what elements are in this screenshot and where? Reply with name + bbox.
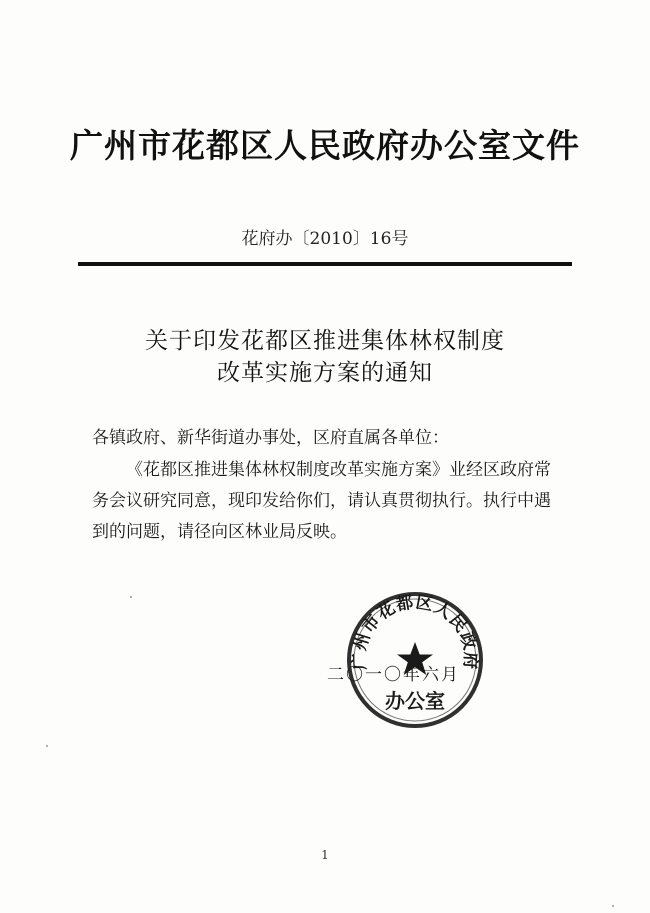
body-text (92, 455, 551, 548)
notice-title-line2: 改革实施方案的通知 (217, 360, 433, 386)
body-line: 务会议研究同意，现印发给你们，请认真贯彻执行。执行中遇 (92, 491, 551, 511)
document-number: 花府办〔2010〕16号 (241, 229, 409, 249)
addressee: 各镇政府、新华街道办事处，区府直属各单位： (92, 428, 449, 448)
star-icon (397, 642, 433, 675)
issuer-title: 广州市花都区人民政府办公室文件 (70, 126, 580, 165)
body-line: 《花都区推进集体林权制度改革实施方案》业经区政府常 (126, 460, 551, 480)
seal-ring-text: 广州市花都区人民政府 (349, 592, 481, 671)
body-line: 到的问题，请径向区林业局反映。 (92, 522, 347, 542)
issue-date: 二〇一〇年六月 (327, 665, 460, 685)
header-divider (78, 262, 572, 266)
scan-speck (130, 596, 132, 598)
seal-center-text: 办公室 (385, 689, 445, 713)
scan-speck (612, 905, 614, 907)
notice-title-line1: 关于印发花都区推进集体林权制度 (145, 328, 505, 354)
page-number: 1 (321, 848, 329, 862)
official-seal (345, 590, 485, 730)
scan-speck (46, 745, 48, 747)
